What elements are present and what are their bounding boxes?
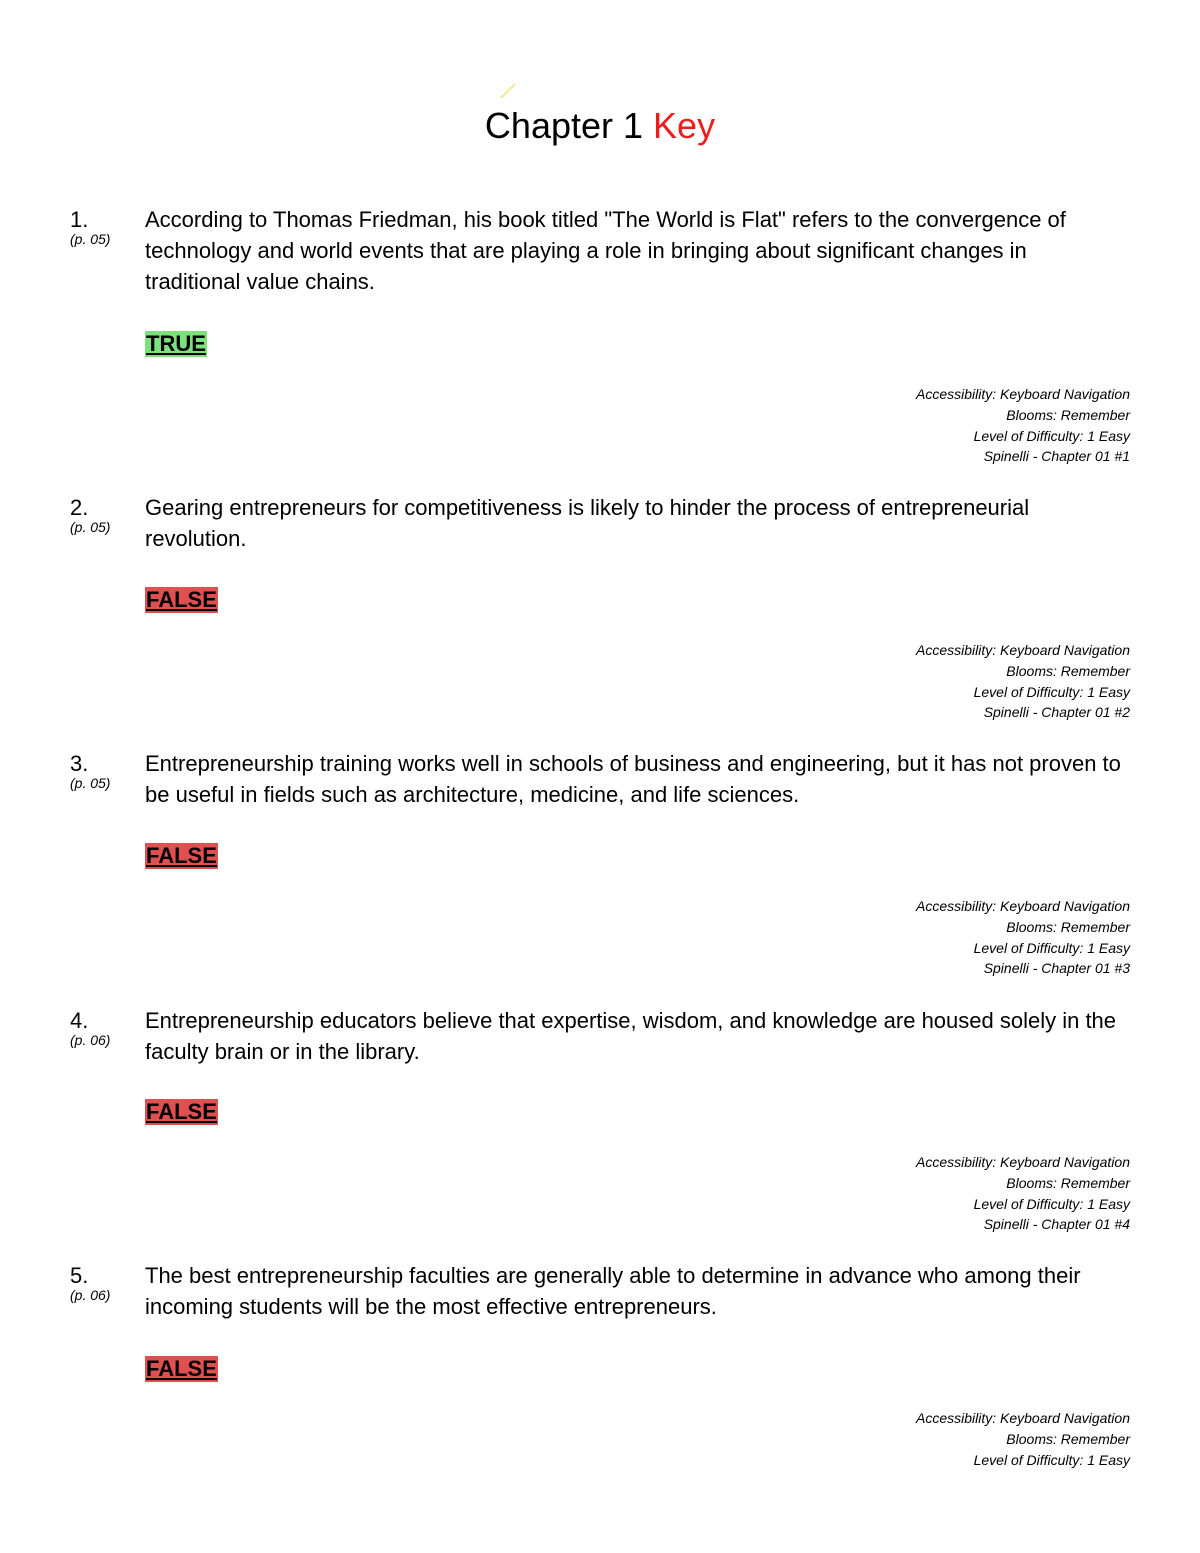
meta-difficulty: Level of Difficulty: 1 Easy: [973, 1451, 1130, 1468]
meta-accessibility: Accessibility: Keyboard Navigation: [916, 1410, 1130, 1426]
question-metadata: [630, 640, 1130, 723]
meta-accessibility: Accessibility: Keyboard Navigation: [916, 1154, 1130, 1170]
meta-source: Spinelli - Chapter 01 #2: [983, 704, 1130, 721]
question-text: Entrepreneurship educators believe that expertise, wisdom, and knowledge are housed solely in the faculty brain or in the library.: [145, 1008, 1117, 1064]
question-metadata: [630, 384, 1130, 467]
question-text: The best entrepreneurship faculties are generally able to determine in advance who among their incoming students will be the most effective entrepreneurs.: [145, 1263, 1081, 1319]
meta-blooms: Blooms: Remember: [1006, 1430, 1130, 1447]
answer-false: FALSE: [146, 1356, 217, 1381]
meta-source: Spinelli - Chapter 01 #4: [983, 1216, 1130, 1233]
answer-true: TRUE: [146, 331, 206, 356]
answer-false: FALSE: [146, 1099, 217, 1124]
meta-blooms: Blooms: Remember: [1006, 1174, 1130, 1191]
page-reference: (p. 05): [70, 519, 111, 535]
question-metadata: [630, 1408, 1130, 1470]
page-reference: (p. 06): [70, 1287, 111, 1303]
meta-blooms: Blooms: Remember: [1006, 918, 1130, 935]
meta-difficulty: Level of Difficulty: 1 Easy: [973, 1195, 1130, 1212]
question-metadata: [630, 1152, 1130, 1235]
title-main: Chapter 1: [484, 105, 654, 146]
meta-accessibility: Accessibility: Keyboard Navigation: [916, 386, 1130, 402]
meta-difficulty: Level of Difficulty: 1 Easy: [973, 683, 1130, 700]
question-number: 4.: [70, 1008, 89, 1033]
question-text: According to Thomas Friedman, his book titled "The World is Flat" refers to the convergence of technology and world events that are playing a role in bringing about significant changes in traditional value chains.: [145, 207, 1066, 294]
question-number: 1.: [70, 207, 89, 232]
meta-blooms: Blooms: Remember: [1006, 406, 1130, 423]
title-accent: Key: [653, 105, 716, 146]
meta-blooms: Blooms: Remember: [1006, 662, 1130, 679]
question-metadata: [630, 896, 1130, 979]
meta-source: Spinelli - Chapter 01 #1: [983, 448, 1130, 465]
answer-false: FALSE: [146, 843, 217, 868]
pen-stroke-icon: [498, 82, 518, 100]
meta-accessibility: Accessibility: Keyboard Navigation: [916, 898, 1130, 914]
page-reference: (p. 06): [70, 1032, 111, 1048]
question-text: Gearing entrepreneurs for competitiveness is likely to hinder the process of entrepreneurial revolution.: [145, 495, 1030, 551]
question-number: 5.: [70, 1263, 89, 1288]
meta-source: Spinelli - Chapter 01 #3: [983, 960, 1130, 977]
question-text: Entrepreneurship training works well in schools of business and engineering, but it has not proven to be useful in fields such as architecture, medicine, and life sciences.: [145, 751, 1121, 807]
page-reference: (p. 05): [70, 775, 111, 791]
meta-difficulty: Level of Difficulty: 1 Easy: [973, 427, 1130, 444]
answer-false: FALSE: [146, 587, 217, 612]
question-number: 3.: [70, 751, 89, 776]
meta-accessibility: Accessibility: Keyboard Navigation: [916, 642, 1130, 658]
question-number: 2.: [70, 495, 89, 520]
page-title: [0, 104, 1200, 148]
page-reference: (p. 05): [70, 231, 111, 247]
meta-difficulty: Level of Difficulty: 1 Easy: [973, 939, 1130, 956]
